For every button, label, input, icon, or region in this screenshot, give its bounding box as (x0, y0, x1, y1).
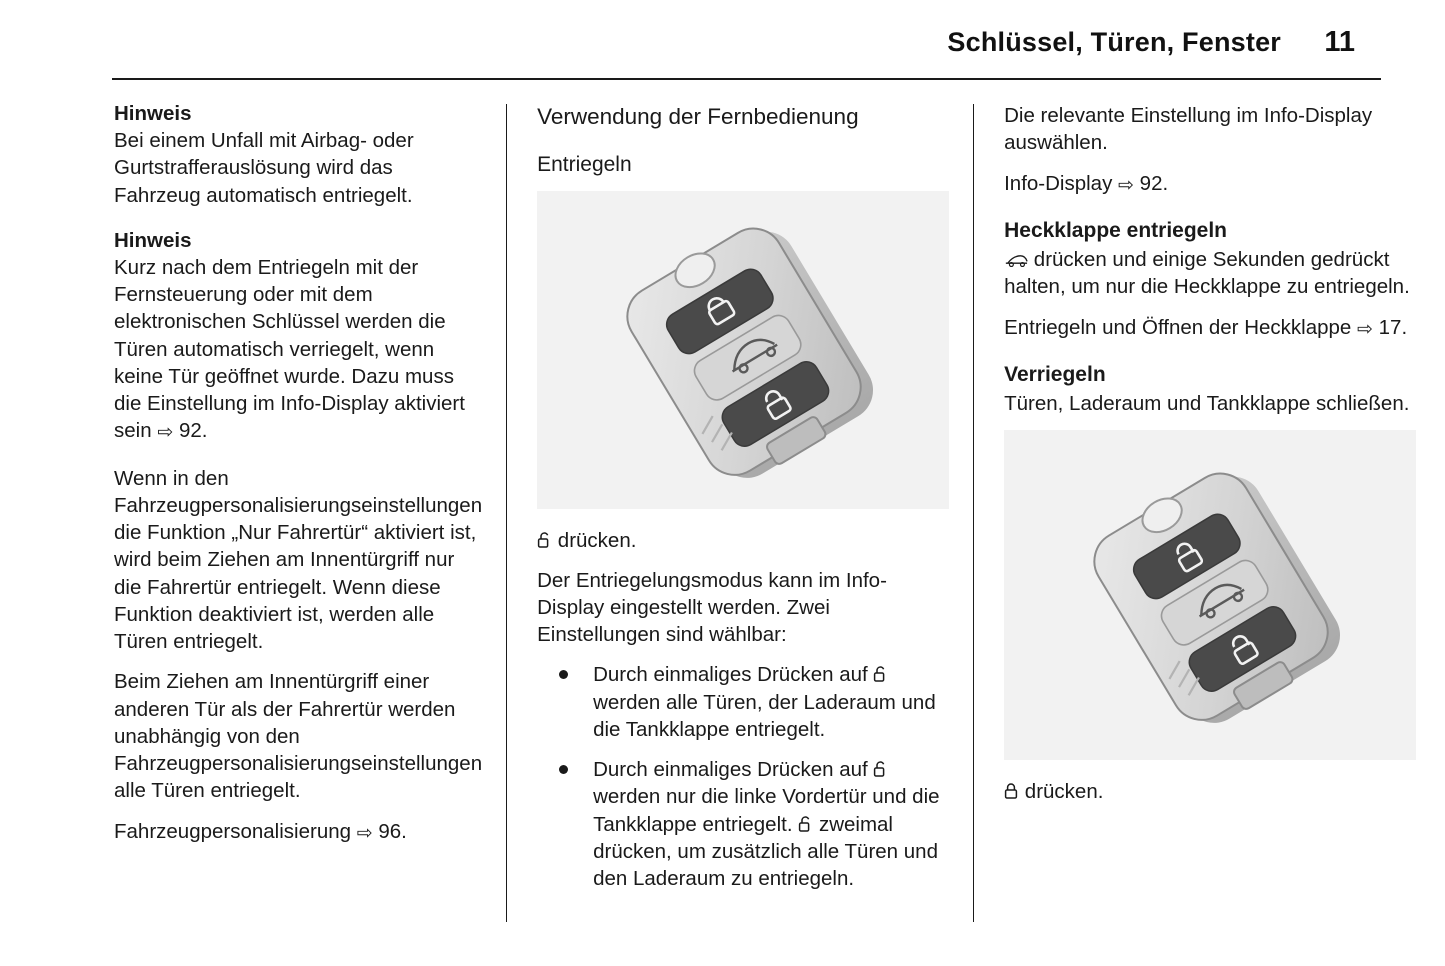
figure-key-unlock (537, 191, 949, 509)
figure-caption-unlock (537, 527, 949, 554)
info-display-ref: 92. (1139, 171, 1169, 195)
bullet-2-text-a: Durch einmaliges Drücken auf (593, 758, 868, 781)
paragraph-tailgate-text: drücken und einige Sekunden gedrückt halten, um nur die Heckklappe zu entriegeln. (1004, 248, 1410, 299)
figure-caption-lock (1004, 778, 1412, 805)
page-number: 11 (1324, 26, 1355, 58)
content-columns (64, 102, 1410, 942)
paragraph-1: Wenn in den Fahrzeugpersonalisierungseinstellungen die Funktion „Nur Fahrertür“ aktiviert ist, wird beim Ziehen am Innentürgriff nur die Fahrertür entriegelt. Wenn diese Funktion deaktiviert ist, werden alle Türen entriegelt. (114, 466, 483, 654)
paragraph-3-label: Fahrzeugpersonalisierung (114, 819, 352, 843)
column-left (64, 102, 506, 942)
note-text-2 (114, 254, 482, 445)
figure-caption-unlock-text: drücken. (557, 529, 637, 553)
unlock-icon (537, 531, 552, 549)
list-item (537, 756, 949, 892)
unlock-icon (798, 815, 813, 833)
paragraph-3-ref: 96. (378, 819, 407, 843)
figure-key-lock (1004, 430, 1416, 760)
paragraph-tailgate (1004, 246, 1412, 301)
reference-arrow-icon: ⇨ (1118, 174, 1134, 196)
note-heading-1: Hinweis (114, 102, 192, 125)
header-rule (112, 78, 1381, 80)
paragraph-info-display-setting: Die relevante Einstellung im Info-Display auswählen. (1004, 104, 1373, 155)
reference-arrow-icon: ⇨ (356, 822, 373, 844)
info-display-label: Info-Display (1004, 171, 1113, 195)
unlock-icon (873, 665, 888, 683)
lock-icon (1004, 782, 1019, 800)
unlock-modes-list (537, 661, 949, 892)
bullet-1-text-b: werden alle Türen, der Laderaum und die Tankklappe entriegelt. (593, 690, 936, 741)
figure-caption-lock-text: drücken. (1024, 780, 1104, 804)
unlock-icon (873, 760, 888, 778)
bullet-2-text-c: zweimal drücken, um zusätzlich alle Türen und den Laderaum zu entriegeln. (593, 812, 938, 890)
subsection-heading-unlock: Entriegeln (537, 153, 632, 177)
paragraph-tailgate-ref (1004, 314, 1412, 341)
paragraph-2: Beim Ziehen am Innentürgriff einer anderen Tür als der Fahrertür werden unabhängig von den Fahrzeugpersonalisierungseinstellungen alle Türen entriegelt. (114, 670, 483, 803)
heading-tailgate-unlock: Heckklappe entriegeln (1004, 218, 1228, 242)
tailgate-ref-label: Entriegeln und Öffnen der Heckklappe (1004, 315, 1352, 339)
bullet-1-text-a: Durch einmaliges Drücken auf (593, 663, 868, 687)
bullet-2-text-b: werden nur die linke Vordertür und die Tankklappe entriegelt. (593, 785, 940, 836)
page-title: Schlüssel, Türen, Fenster (947, 27, 1281, 57)
note-heading-2: Hinweis (114, 228, 192, 252)
paragraph-unlock-modes: Der Entriegelungsmodus kann im Info-Display eingestellt werden. Zwei Einstellungen sind wählbar: (537, 568, 887, 646)
paragraph-3 (114, 818, 482, 845)
note-text-2-body: Kurz nach dem Entriegeln mit der Fernsteuerung oder mit dem elektronischen Schlüssel werden die Türen automatisch verriegelt, wenn keine Tür geöffnet wurde. Dazu muss die Einstellung im Info-Display aktiviert sein (114, 255, 465, 443)
heading-lock: Verriegeln (1004, 362, 1106, 386)
section-heading-remote-control: Verwendung der Fernbedienung (537, 104, 859, 129)
reference-arrow-icon: ⇨ (1357, 318, 1373, 340)
reference-arrow-icon: ⇨ (157, 422, 174, 444)
paragraph-info-display-ref (1004, 170, 1412, 197)
note-text-1: Bei einem Unfall mit Airbag- oder Gurtstrafferauslösung wird das Fahrzeug automatisch entriegelt. (114, 129, 414, 207)
list-item (537, 661, 949, 743)
column-middle (507, 102, 973, 942)
note-text-2-ref: 92. (178, 419, 208, 443)
page-header (64, 26, 1381, 78)
paragraph-lock: Türen, Laderaum und Tankklappe schließen. (1004, 392, 1410, 416)
tailgate-icon (1004, 254, 1028, 268)
tailgate-ref-number: 17. (1378, 315, 1408, 339)
column-right (974, 102, 1422, 942)
